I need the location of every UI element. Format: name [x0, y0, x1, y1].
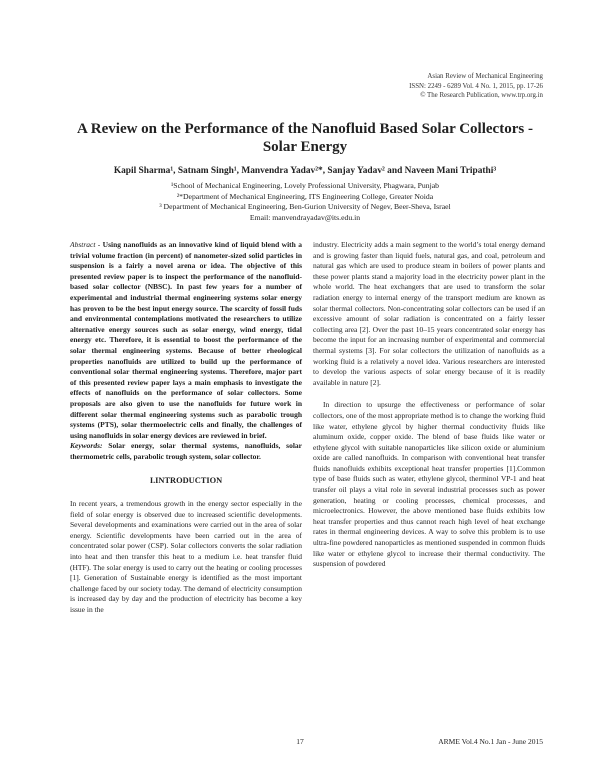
- affiliation-3: ³ Department of Mechanical Engineering, Ben-Gurion University of Negev, Beer-Sheva, Israel: [159, 202, 451, 212]
- journal-issn: ISSN: 2249 - 6289 Vol. 4 No. 1, 2015, pp. 17-26: [409, 82, 543, 90]
- abstract-label: Abstract -: [70, 240, 101, 249]
- intro-paragraph-1: In recent years, a tremendous growth in the energy sector especially in the field of solar energy is observed due to increased scientific developments. Several developments and examinations were carried out in the area of solar energy. Scientific developments have been carried out in the area of concentrated solar power (CSP). Solar collectors converts the solar radiation into heat and then transfer this heat to a medium i.e. heat transfer fluid (HTF). The solar energy is used to carry out the heating or cooling processes [1]. Generation of Sustainable energy is identified as the most important challenge faced by our society today. The demand of electricity consumption is increased day by day and the production of electricity has become a key issue in the: [70, 499, 302, 614]
- journal-publisher: © The Research Publication, www.trp.org.in: [420, 92, 543, 100]
- affiliation-1: ¹School of Mechanical Engineering, Lovely Professional University, Phagwara, Punjab: [170, 181, 440, 190]
- abstract: [70, 240, 302, 441]
- author-email: Email: manvendrayadav@its.edu.in: [249, 212, 361, 222]
- intro-paragraph-2: industry. Electricity adds a main segment to the world’s total energy demand and is growing faster than liquid fuels, natural gas, and coal, petroleum and natural gas which are used to produce steam in boilers of power plants and these power plants stand a majority load in the electricity power plant in the whole world. The heat exchangers that are used to transform the solar radiation energy to internal energy of the transport medium are known as solar thermal collectors. Non-concentrating solar collectors can be used if an excessive amount of solar radiation is concentrated on a fairly lesser collecting area [2]. Over the past 10–15 years concentrated solar energy has become the input for an increasing number of experimental and commercial thermal systems [3]. For solar collectors the utilization of nanofluids as a working fluid is a relatively a novel idea. Various researchers are interested to develop the various aspects of solar energy because of it is readily available in nature [2].: [313, 240, 545, 387]
- intro-paragraph-3: In direction to upsurge the effectiveness or performance of solar collectors, one of the most appropriate method is to change the working fluid like water, ethylene glycol by higher thermal conductivity fluids like aluminum oxide, copper oxide. The blend of base fluids like water or ethylene glycol with suitable nanoparticles like silicon oxide or aluminium oxide are called nanofluids. In comparison with conventional heat transfer fluids nanofluids exhibits exceptional heat transfer properties [1].Common type of base fluids such as water, ethylene glycol, therminol VP-1 and heat transfer oil plays a vital role in several industrial processes such as power generation, heating or cooling processes, chemical processes, and microelectronics. However, the above mentioned base fluids exhibits low heat transfer properties and thus cannot reach high level of heat exchange rates in thermal engineering devices. A way to solve this problem is to use ultra-fine powdered nanoparticles as mentioned suspended in common fluids like water or ethylene glycol to increase their thermal conductivity. The suspension of powdered: [313, 400, 545, 569]
- page-number: 17: [296, 737, 304, 746]
- left-column: [70, 240, 302, 616]
- right-column: [313, 240, 545, 570]
- affiliations: [60, 181, 550, 223]
- keywords-text: Solar energy, solar thermal systems, nanofluids, solar thermometric cells, parabolic trough system, solar collector.: [70, 441, 302, 461]
- abstract-text: Using nanofluids as an innovative kind of liquid blend with a trivial volume fraction (in percent) of nanometer-sized solid particles in suspension is a fairly a novel arena or idea. The objective of this presented review paper is to inspect the performance of the nanofluid-based solar collector (NBSC). In past few years for a number of experimental and industrial thermal engineering systems solar energy has proven to be the best input energy source. The scarcity of fossil fuds and environmental contemplations motivated the researchers to utilize alternative energy sources such as solar energy, wind energy, tidal energy etc. Therefore, it is essential to boost the performance of the solar thermal engineering systems. Because of better rheological properties nanofluids are utilized to build up the performance of conventional solar thermal engineering systems. Therefore, major part of this presented review paper lays a main emphasis to investigate the effects of nanofluids on the performance of solar collectors. Some proposals are also given to use the nanofluids for future work in different solar thermal engineering systems such as parabolic trough systems (PTS), solar thermoelectric cells and finally, the challenges of using nanofluids in solar energy devices are reviewed in brief.: [70, 240, 302, 440]
- affiliation-2: ²*Department of Mechanical Engineering, ITS Engineering College, Greater Noida: [176, 191, 434, 201]
- journal-name: Asian Review of Mechanical Engineering: [427, 73, 543, 80]
- keywords-label: Keywords:: [70, 441, 103, 451]
- paper-title: A Review on the Performance of the Nanofluid Based Solar Collectors - Solar Energy: [77, 121, 533, 155]
- journal-header: [243, 72, 543, 101]
- section-heading: I.INTRODUCTION: [149, 476, 223, 486]
- keywords: [70, 441, 302, 462]
- author-list: Kapil Sharma¹, Satnam Singh¹, Manvendra Yadav²*, Sanjay Yadav² and Naveen Mani Tripathi³: [113, 166, 497, 176]
- footer-issue: ARME Vol.4 No.1 Jan - June 2015: [438, 737, 543, 746]
